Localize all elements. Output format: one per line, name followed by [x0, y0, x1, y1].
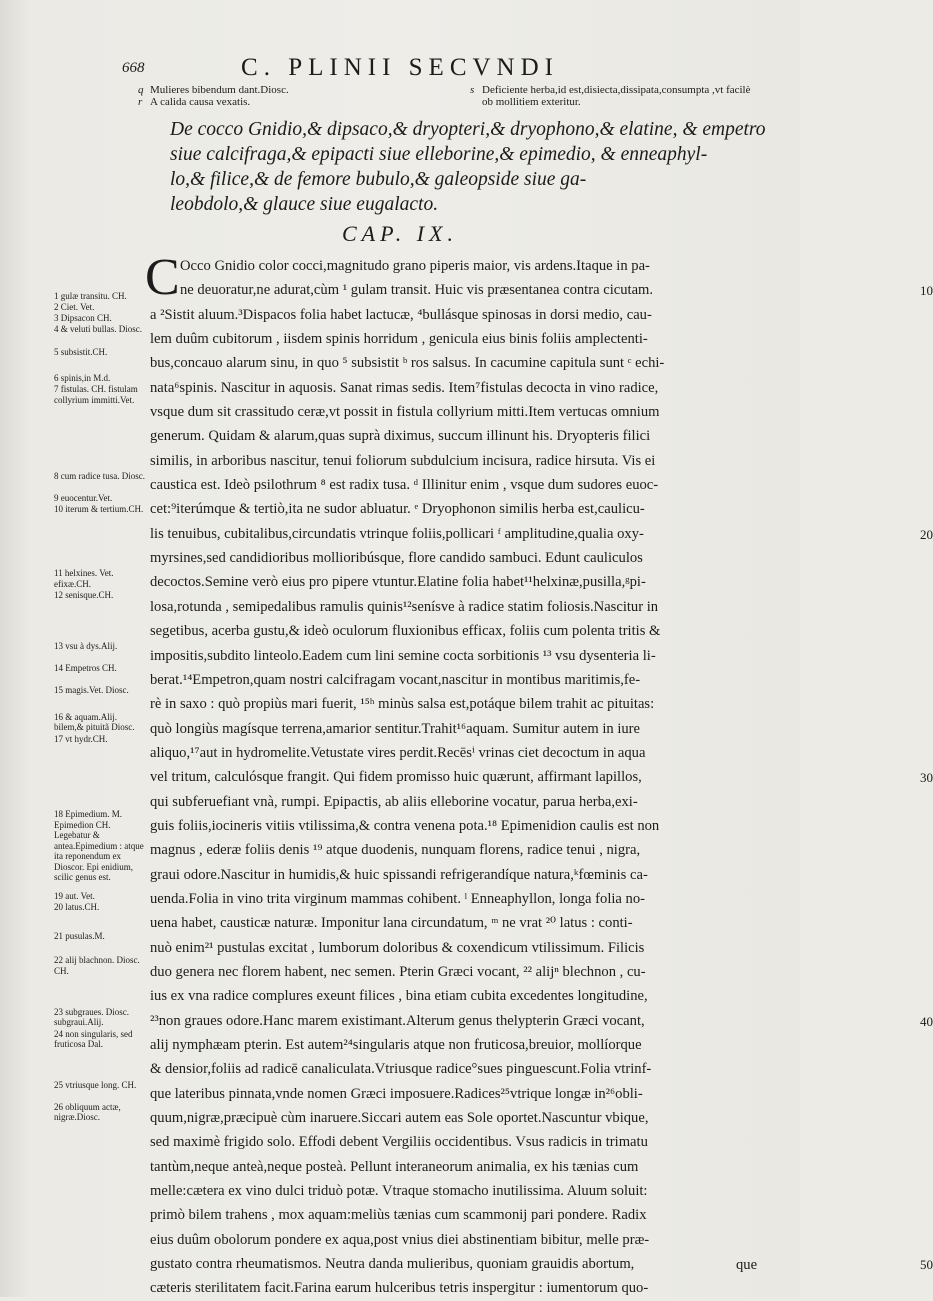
- margin-note: 19 aut. Vet.: [54, 890, 95, 901]
- margin-note: 22 alij blachnon. Diosc. CH.: [54, 955, 140, 976]
- line-number: 30: [920, 770, 933, 786]
- section-heading-line: leobdolo,& glauce siue eugalacto.: [170, 194, 439, 215]
- text-line: bus,concauo alarum sinu, in quo ⁵ subsistit ᵇ ros salsus. In cacumine capitula sunt ᶜ echi-: [150, 355, 665, 372]
- text-line: caustica est. Ideò psilothrum ⁸ est radix tusa. ᵈ Illinitur enim , vsque dum sudores euoc-: [150, 477, 659, 494]
- top-notes-left: [138, 84, 438, 108]
- top-note: [138, 96, 438, 108]
- top-note-text: Mulieres bibendum dant.Diosc.: [150, 84, 289, 96]
- text-line: berat.¹⁴Empetron,quam nostri calcifragam vocant,nascitur in montibus maritimis,fe-: [150, 671, 641, 688]
- text-line: alij nymphæam pterin. Est autem²⁴singularis atque non fruticosa,breuior, mollíorque: [150, 1037, 642, 1053]
- text-line: decoctos.Semine verò eius pro pipere vtuntur.Elatine folia habet¹¹helxinæ,pusilla,ᵍpi-: [150, 574, 646, 591]
- margin-note: 9 euocentur.Vet.: [54, 492, 113, 503]
- line-number: 40: [920, 1013, 933, 1029]
- top-note-text: ob mollitiem exteritur.: [482, 96, 581, 108]
- margin-note: 10 iterum & tertium.CH.: [54, 503, 144, 514]
- top-notes-right: [470, 84, 780, 108]
- text-line: magnus , ederæ foliis denis ¹⁹ atque duodenis, nunquam florens, radice tenui , nigra,: [150, 842, 641, 859]
- text-line: graui odore.Nascitur in humidis,& huic spissandi refrigerandíque natura,ᵏfœminis ca-: [150, 866, 648, 883]
- margin-note: 3 Dipsacon CH.: [54, 312, 112, 323]
- margin-note: 15 magis.Vet. Diosc.: [54, 685, 129, 696]
- text-line: similis, in arboribus nascitur, tenui foliorum subdulcium incisura, radice hirsuta. Vis ei: [150, 452, 656, 469]
- top-note: [138, 84, 438, 96]
- text-line: sed maximè frigido solo. Effodi debent Vergiliis occidentibus. Vsus radicis in trimatu: [150, 1134, 648, 1151]
- text-line: rè in saxo : quò propiùs mari fuerit, ¹⁵ʰ minùs salsa est,potáque bilem trahit ac pituitas:: [150, 696, 655, 713]
- top-note-mark: q: [138, 84, 144, 96]
- text-line: aliquo,¹⁷aut in hydromelite.Vetustate vires perdit.Recēsⁱ vrinas ciet decoctum in aqua: [150, 744, 646, 761]
- margin-note: 18 Epimedium. M. Epimedion CH. Legebatur & antea.Epimedium : atque ita reponendum ex Dioscor. Epi enidium, scilic genus est.: [54, 809, 144, 883]
- margin-note: 23 subgraues. Diosc. subgraui.Alij.: [54, 1006, 129, 1028]
- margin-note: 16 & aquam.Alij. bilem,& pituitã Diosc.: [54, 711, 135, 733]
- text-line: uenda.Folia in vino trita virginum mammas cohibent. ˡ Enneaphyllon, longa folia no-: [150, 890, 646, 907]
- text-line: losa,rotunda , semipedalibus ramulis quinis¹²senísve à radice statim foliosis.Nascitur in: [150, 598, 659, 615]
- text-line: gustato contra rheumatismos. Neutra danda mulieribus, quoniam grauidis abortum,: [150, 1256, 635, 1273]
- text-line: myrsines,sed candidioribus mollioribúsque, flore candido sambuci. Edunt cauliculos: [150, 550, 643, 567]
- margin-note: 13 vsu à dys.Alij.: [54, 641, 118, 652]
- text-line: ne deuoratur,ne adurat,cùm ¹ gulam transit. Huic vis præsentanea contra cicutam.: [180, 282, 654, 299]
- text-line: impositis,subdito linteolo.Eadem cum lini semine cocta sorbitionis ¹³ vsu dysenteria li-: [150, 647, 656, 664]
- text-line: vsque dum sit crassitudo ceræ,vt possit in fistula collyrium mitti.Item vertucas omnium: [150, 404, 660, 421]
- line-number: 10: [920, 283, 933, 299]
- margin-note: 25 vtriusque long. CH.: [54, 1079, 137, 1090]
- text-line: cæteris sterilitatem facit.Farina earum hulceribus tetris inspergitur : iumentorum quo-: [150, 1280, 649, 1297]
- top-note-mark: r: [138, 96, 143, 108]
- margin-note: 11 helxines. Vet. efixæ.CH.: [54, 568, 114, 589]
- page-header: [0, 54, 800, 84]
- text-line: vel tritum, calculósque frangit. Qui fidem promisso huic quærunt, affirmant lapillos,: [150, 769, 642, 786]
- margin-note: 7 fistulas. CH. fistulam collyrium immitti.Vet.: [54, 384, 138, 405]
- text-line: lis tenuibus, cubitalibus,circundatis vtrinque foliis,pollicari ᶠ amplitudine,qualia oxy-: [150, 525, 644, 542]
- line-number: 20: [920, 526, 933, 542]
- text-line: quò longiùs magísque terrena,amarior sentitur.Trahit¹⁶aquam. Sumitur autem in iure: [150, 720, 641, 737]
- margin-note: 2 Ciet. Vet.: [54, 301, 95, 312]
- margin-note: 20 latus.CH.: [54, 901, 100, 912]
- text-line: que lateribus pinnata,vnde nomen Græci imposuere.Radices²⁵vtrique longæ in²⁶obli-: [150, 1085, 643, 1102]
- section-heading-line: lo,& filice,& de femore bubulo,& galeopside siue ga-: [170, 169, 587, 190]
- text-line: ius ex vna radice complures exeunt filices , bina etiam cubita excedentes longitudine,: [150, 988, 648, 1005]
- top-note-mark: s: [470, 84, 475, 96]
- page-number: 668: [122, 60, 145, 76]
- margin-note: 1 gulæ transitu. CH.: [54, 290, 127, 301]
- section-heading-line: De cocco Gnidio,& dipsaco,& dryopteri,& dryophono,& elatine, & empetro: [170, 119, 766, 140]
- text-line: lem duûm cubitorum , iisdem spinis horridum , genicula eius binis foliis amplectenti-: [150, 331, 648, 348]
- margin-note: 12 senisque.CH.: [54, 590, 114, 601]
- margin-note: 17 vt hydr.CH.: [54, 733, 108, 744]
- text-line: nata⁶spinis. Nascitur in aquosis. Sanat rimas sedis. Item⁷fistulas decocta in vino radice,: [150, 379, 659, 396]
- text-line: qui subferuefiant vnà, rumpi. Epipactis, ab aliis elleborine vocatur, parua herba,exi-: [150, 793, 638, 810]
- section-heading-line: siue calcifraga,& epipacti siue elleborine,& epimedio, & enneaphyl-: [170, 144, 708, 165]
- chapter-heading: CAP. IX.: [342, 221, 458, 246]
- section-heading: [170, 117, 770, 217]
- text-line: segetibus, acerba gustu,& ideò oculorum fluxionibus efficax, foliis cum polenta tritis &: [150, 623, 661, 640]
- main-text: [150, 254, 933, 1301]
- margin-note: 21 pusulas.M.: [54, 931, 105, 942]
- text-line: ²³non graues odore.Hanc marem existimant.Alterum genus thelypterin Græci vocant,: [150, 1012, 645, 1029]
- drop-capital: C: [145, 249, 180, 306]
- margin-note: 24 non singularis, sed fruticosa Dal.: [54, 1028, 133, 1049]
- text-line: nuò enim²¹ pustulas excitat , lumborum doloribus & coxendicum vtilissimum. Filicis: [150, 939, 645, 956]
- text-line: tantùm,neque anteà,neque posteà. Pellunt interaneorum animalia, ex his tænias cum: [150, 1158, 639, 1175]
- top-note: [470, 84, 780, 96]
- text-line: Occo Gnidio color cocci,magnitudo grano piperis maior, vis ardens.Itaque in pa-: [180, 258, 650, 274]
- margin-note: 26 obliquum actæ, nigræ.Diosc.: [54, 1101, 121, 1123]
- text-line: generum. Quidam & alarum,quas suprà diximus, succum illinunt his. Dryopteris filici: [150, 428, 651, 445]
- text-line: & densior,foliis ad radicē canaliculata.Vtriusque radice°sues pinguescunt.Folia vtrinf-: [150, 1061, 652, 1078]
- catchword: que: [736, 1257, 758, 1273]
- top-note: [470, 96, 780, 108]
- top-note-text: A calida causa vexatis.: [150, 96, 251, 108]
- margin-note: 14 Empetros CH.: [54, 663, 117, 674]
- text-line: melle:cætera ex vino dulci triduò potæ. Vtraque stomacho inutilissima. Aluum soluit:: [150, 1183, 648, 1200]
- text-line: a ²Sistit aluum.³Dispacos folia habet lactucæ, ⁴bullásque spinosas in dorsi medio, cau-: [150, 306, 652, 323]
- margin-note: 4 & veluti bullas. Diosc.: [54, 323, 142, 334]
- margin-note: 8 cum radice tusa. Diosc.: [54, 470, 145, 481]
- line-number: 50: [920, 1257, 933, 1273]
- text-line: uena habet, causticæ naturæ. Imponitur lana circundatum, ᵐ ne vrat ²⁰ latus : conti-: [150, 915, 633, 932]
- margin-note: 5 subsistit.CH.: [54, 346, 108, 357]
- running-title: C. PLINII SECVNDI: [241, 54, 559, 81]
- text-line: cet:⁹iterúmque & tertiò,ita ne sudor abluatur. ᵉ Dryophonon similis herba est,caulicu-: [150, 501, 645, 518]
- text-line: guis foliis,iocineris vitiis vtilissima,& contra venena pota.¹⁸ Epimenidion caulis est non: [150, 817, 660, 834]
- text-line: eius duûm obolorum pondere ex aqua,post vnius diei abstinentiam bibitur, melle præ-: [150, 1231, 650, 1248]
- margin-note: 6 spinis,in M.d.: [54, 373, 111, 384]
- text-line: primò bilem trahens , mox aquam:meliùs tænias cum scammonij pari pondere. Radix: [150, 1207, 647, 1224]
- text-line: duo genera nec florem habent, nec semen. Pterin Græci vocant, ²² alijⁿ blechnon , cu-: [150, 963, 646, 980]
- text-line: quum,nigræ,præcipuè cùm inaruere.Siccari autem eas Sole oportet.Nascuntur vbique,: [150, 1110, 649, 1127]
- top-note-text: Deficiente herba,id est,disiecta,dissipata,consumpta ,vt facilè: [482, 84, 751, 96]
